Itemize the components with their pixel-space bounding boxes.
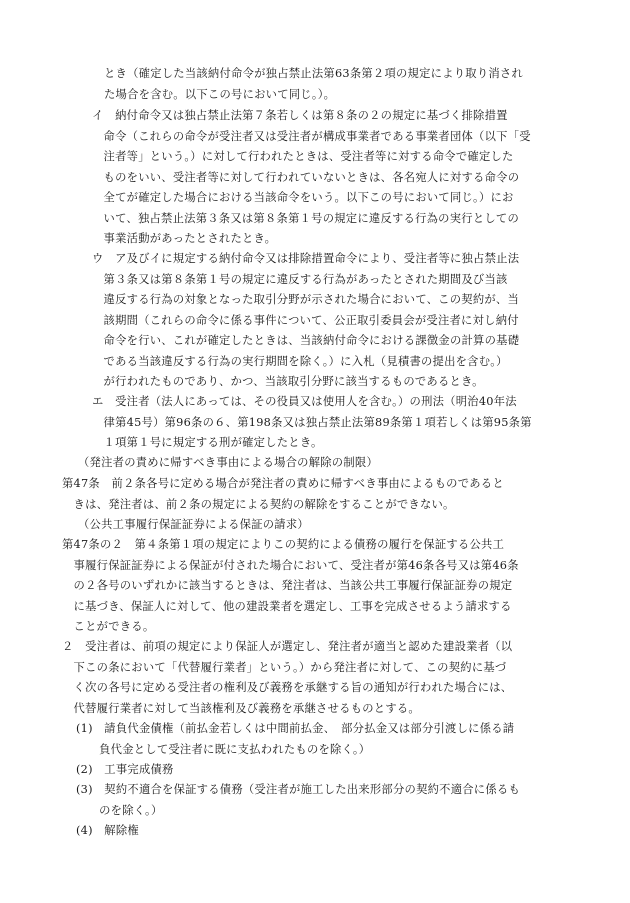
text-line: 下この条において「代替履行業者」という。）から発注者に対して、この契約に基づ — [62, 660, 507, 674]
text-line: が行われたものであり、かつ、当該取引分野に該当するものであるとき。 — [92, 375, 484, 388]
text-line: とき（確定した当該納付命令が独占禁止法第63条第２項の規定により取り消され — [104, 67, 524, 80]
list-item-4 — [76, 821, 139, 842]
item-e — [92, 392, 532, 454]
text-line: (2) 工事完成債務 — [76, 763, 174, 776]
list-item-2 — [76, 760, 174, 781]
article-47-2 — [62, 535, 519, 638]
text-line: (1) 請負代金債権（前払金若しくは中間前払金、 部分払金又は部分引渡しに係る請 — [76, 722, 515, 735]
text-line: ものをいい、受注者等に対して行われていないときは、各名宛人に対する命令の — [92, 170, 520, 184]
text-line: く次の各号に定める受注者の権利及び義務を承継する旨の通知が行われた場合には、 — [62, 681, 513, 694]
text-line: 違反する行為の対象となった取引分野が示された場合において、この契約が、当 — [92, 293, 520, 306]
text-line: である当該違反する行為の実行期間を除く。）に入札（見積書の提出を含む。） — [92, 354, 508, 368]
text-line: 命令（これらの命令が受注者又は受注者が構成事業者である事業者団体（以下「受 — [92, 129, 531, 143]
text-line: 事業活動があったとされたとき。 — [92, 232, 277, 245]
text-line: きは、発注者は、前２条の規定による契約の解除をすることができない。 — [62, 497, 455, 511]
text-line: た場合を含む。以下この号において同じ。）。 — [104, 87, 336, 101]
text-line: のを除く。） — [76, 803, 163, 817]
text-line: に基づき、保証人に対して、他の建設業者を選定し、工事を完成させるよう請求する — [62, 599, 512, 613]
text-line: イ 納付命令又は独占禁止法第７条若しくは第８条の２の規定に基づく排除措置 — [92, 109, 508, 122]
text-line: 命令を行い、これが確定したときは、当該納付命令における課徴金の計算の基礎 — [92, 334, 520, 347]
article-47 — [62, 474, 504, 515]
text-line: 事履行保証証券による保証が付された場合において、受注者が第46条各号又は第46条 — [62, 558, 519, 572]
text-line: 律第45号）第96条の６、第198条又は独占禁止法第89条第１項若しくは第95条第 — [92, 415, 532, 429]
text-line: ウ ア及びイに規定する納付命令又は排除措置命令により、受注者等に独占禁止法 — [92, 252, 520, 265]
text-line: ２ 受注者は、前項の規定により保証人が選定し、発注者が適当と認めた建設業者（以 — [62, 640, 513, 653]
text-line: 第47条 前２条各号に定める場合が発注者の責めに帰すべき事由によるものであると — [62, 477, 504, 490]
text-line: ことができる。 — [62, 620, 155, 633]
caption-text: （発注者の責めに帰すべき事由による場合の解除の制限） — [78, 456, 378, 469]
text-line: (3) 契約不適合を保証する債務（受注者が施工した出来形部分の契約不適合に係るも — [76, 783, 520, 796]
text-line: 全てが確定した場合における当該命令をいう。以下この号において同じ。）にお — [92, 191, 514, 204]
list-item-3 — [76, 780, 520, 821]
list-item-1 — [76, 719, 514, 760]
text-line: 第47条の２ 第４条第１項の規定によりこの契約による債務の履行を保証する公共工 — [62, 538, 505, 551]
text-line: １項第１号に規定する刑が確定したとき。 — [92, 436, 323, 449]
article-47-2-caption — [78, 515, 309, 536]
text-continuation — [104, 64, 523, 105]
text-line: の２各号のいずれかに該当するときは、発注者は、当該公共工事履行保証証券の規定 — [62, 579, 513, 592]
item-i — [92, 106, 531, 250]
text-line: (4) 解除権 — [76, 824, 139, 837]
article-47-caption — [78, 453, 378, 474]
text-line: いて、独占禁止法第３条又は第８条第１号の規定に違反する行為の実行としての — [92, 211, 520, 225]
caption-text: （公共工事履行保証証券による保証の請求） — [78, 518, 309, 531]
text-line: 代替履行業者に対して当該権利及び義務を承継させるものとする。 — [62, 701, 420, 715]
text-line: 負代金として受注者に既に支払われたものを除く。） — [76, 742, 371, 756]
text-line: 第３条又は第８条第１号の規定に違反する行為があったとされた期間及び当該 — [92, 272, 508, 286]
text-line: エ 受注者（法人にあっては、その役員又は使用人を含む。）の刑法（明治40年法 — [92, 395, 517, 408]
text-line: 注者等」という。）に対して行われたときは、受注者等に対する命令で確定した — [92, 150, 514, 163]
paragraph-2 — [62, 637, 512, 719]
item-u — [92, 249, 519, 393]
text-line: 該期間（これらの命令に係る事件について、公正取引委員会が受注者に対し納付 — [92, 313, 519, 327]
